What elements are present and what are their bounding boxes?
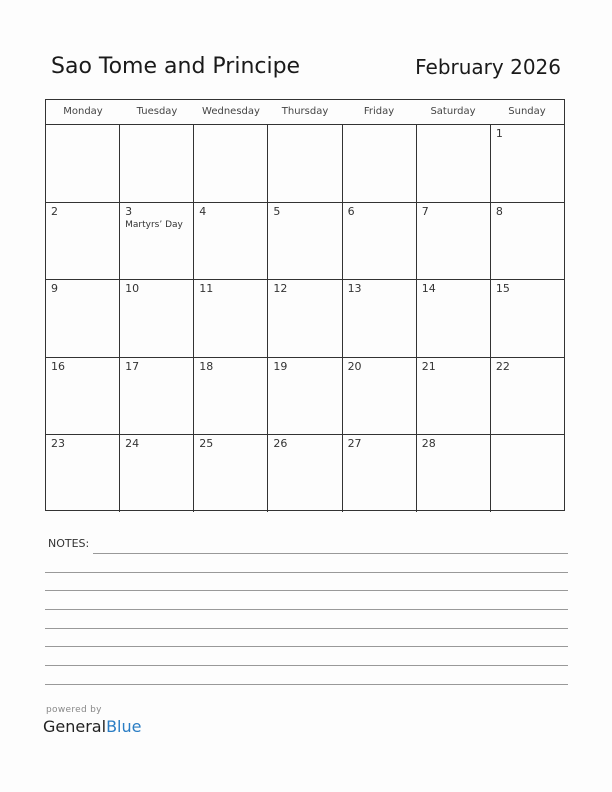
day-cell [120,435,194,512]
day-cell [491,125,564,202]
weekday-friday: Friday [363,106,395,117]
note-line [45,590,568,591]
weekday-saturday: Saturday [430,106,476,117]
day-cell [46,435,120,512]
holiday-label: Martyrs’ Day [125,219,183,230]
day-cell [194,203,268,280]
brand-logo [43,717,141,736]
note-line [45,628,568,629]
day-number: 11 [199,282,214,296]
day-cell [46,358,120,435]
weekday-monday: Monday [63,106,103,117]
day-number: 28 [421,437,436,451]
day-number: 18 [199,359,214,373]
day-number: 21 [421,359,436,373]
day-cell [46,280,120,357]
week-row [46,203,564,281]
day-number: 27 [347,437,362,451]
note-line [45,684,568,685]
day-number: 17 [125,359,140,373]
note-line [45,609,568,610]
note-line [45,665,568,666]
day-cell [194,280,268,357]
day-number: 6 [347,204,355,218]
month-title: February 2026 [415,55,561,79]
brand-name-general: General [43,717,107,736]
day-cell [120,203,194,280]
day-number: 8 [495,204,503,218]
day-cell [417,125,491,202]
day-cell [120,125,194,202]
calendar-grid [45,99,565,511]
week-row [46,125,564,203]
day-number: 12 [273,282,288,296]
day-number: 23 [51,437,65,451]
day-number: 16 [51,359,65,373]
day-number: 7 [421,204,429,218]
weekday-header [46,100,564,125]
day-number: 1 [495,127,503,140]
day-cell [46,203,120,280]
powered-by-text: powered by [46,705,102,715]
day-cell [343,125,417,202]
day-number: 26 [273,437,288,451]
day-number: 5 [273,204,281,218]
day-number: 22 [495,359,510,373]
note-line [45,572,568,573]
day-number: 14 [421,282,436,296]
day-cell [417,203,491,280]
weeks-container [46,125,564,512]
week-row [46,435,564,512]
day-cell [46,125,120,202]
day-cell [194,435,268,512]
day-cell [417,358,491,435]
week-row [46,280,564,358]
day-cell [491,280,564,357]
day-cell [343,358,417,435]
day-number: 3 [125,204,133,218]
day-cell [491,203,564,280]
day-cell [491,435,564,512]
day-cell [268,280,342,357]
day-cell [417,435,491,512]
day-number: 13 [347,282,362,296]
week-row [46,358,564,436]
day-number: 10 [125,282,140,296]
day-cell [268,125,342,202]
day-cell [194,358,268,435]
day-number: 2 [51,204,58,218]
weekday-tuesday: Tuesday [136,106,178,117]
weekday-wednesday: Wednesday [202,106,260,117]
day-number: 19 [273,359,288,373]
day-cell [417,280,491,357]
day-cell [268,358,342,435]
day-cell [343,280,417,357]
note-line [93,553,568,554]
day-number: 25 [199,437,214,451]
weekday-sunday: Sunday [508,106,546,117]
day-number: 15 [495,282,510,296]
brand-name-blue: Blue [106,717,142,736]
day-cell [491,358,564,435]
day-cell [268,203,342,280]
day-number: 20 [347,359,362,373]
notes-label: NOTES: [48,537,90,550]
note-line [45,646,568,647]
day-cell [120,280,194,357]
day-number: 24 [125,437,140,451]
day-cell [120,358,194,435]
day-number: 4 [199,204,207,218]
page-title: Sao Tome and Principe [51,54,301,79]
weekday-thursday: Thursday [281,106,329,117]
day-cell [194,125,268,202]
day-cell [268,435,342,512]
day-number: 9 [51,282,58,296]
day-cell [343,203,417,280]
day-cell [343,435,417,512]
